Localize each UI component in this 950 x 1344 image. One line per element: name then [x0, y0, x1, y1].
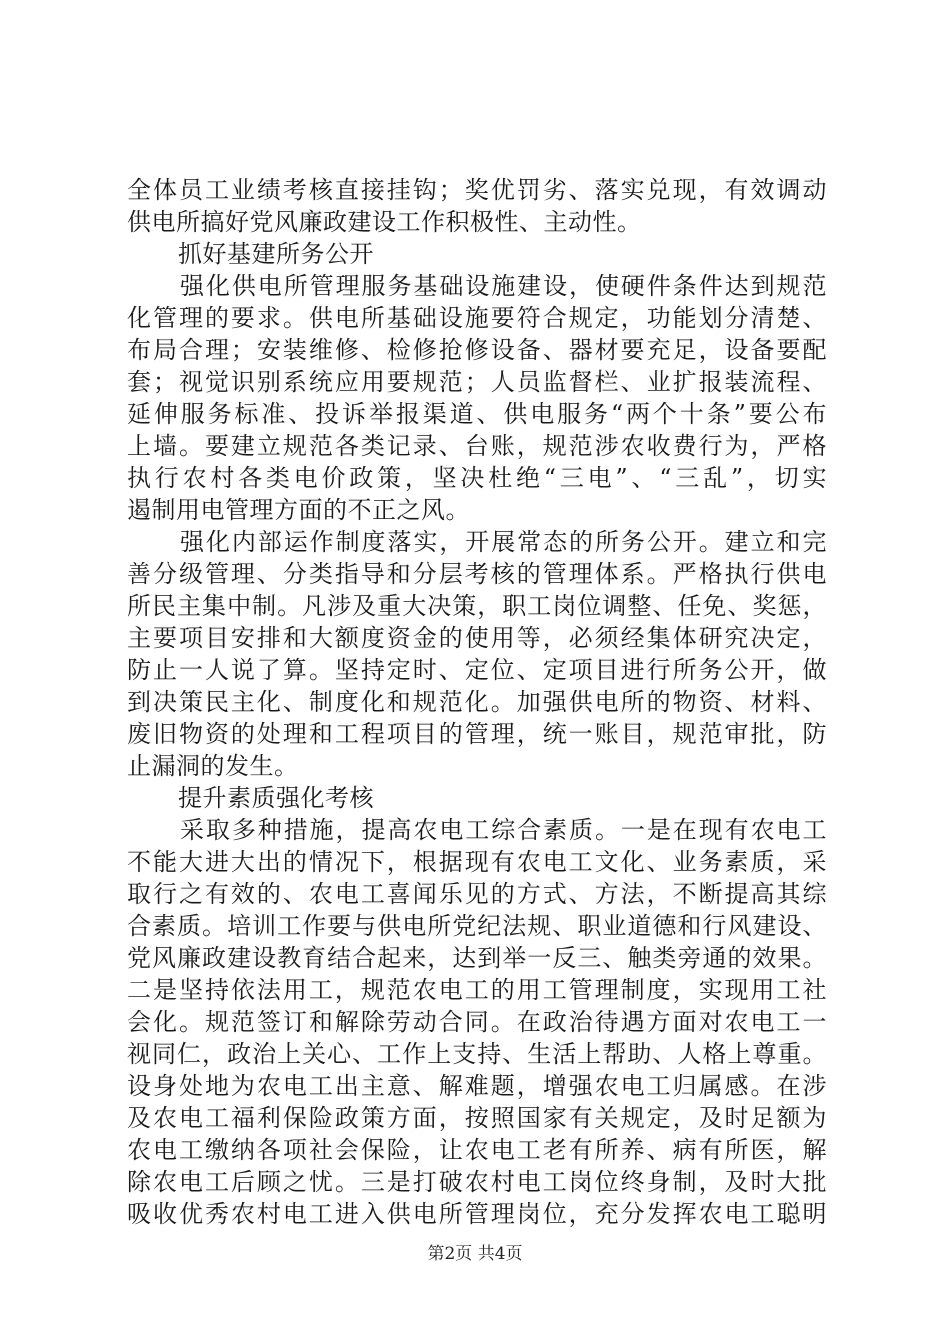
body-text-line: 遏制用电管理方面的不正之风。: [127, 496, 470, 524]
body-text-line: 化管理的要求。供电所基础设施要符合规定，功能划分清楚、: [127, 304, 827, 332]
body-text-line: 强化供电所管理服务基础设施建设，使硬件条件达到规范: [180, 272, 827, 300]
body-text-line: 废旧物资的处理和工程项目的管理，统一账目，规范审批，防: [127, 720, 827, 748]
section-heading: 抓好基建所务公开: [178, 240, 374, 268]
body-text-line: 强化内部运作制度落实，开展常态的所务公开。建立和完: [180, 528, 827, 556]
section-heading: 提升素质强化考核: [178, 784, 374, 812]
body-text-line: 及农电工福利保险政策方面，按照国家有关规定，及时足额为: [127, 1104, 827, 1132]
body-text-line: 防止一人说了算。坚持定时、定位、定项目进行所务公开，做: [127, 656, 827, 684]
body-text-line: 套；视觉识别系统应用要规范；人员监督栏、业扩报装流程、: [127, 368, 827, 396]
body-text-line: 延伸服务标准、投诉举报渠道、供电服务“两个十条”要公布: [127, 400, 827, 428]
body-text-line: 除农电工后顾之忧。三是打破农村电工岗位终身制，及时大批: [127, 1168, 827, 1196]
body-text-line: 主要项目安排和大额度资金的使用等，必须经集体研究决定，: [127, 624, 827, 652]
body-text-line: 视同仁，政治上关心、工作上支持、生活上帮助、人格上尊重。: [127, 1040, 827, 1068]
body-text-line: 合素质。培训工作要与供电所党纪法规、职业道德和行风建设、: [127, 912, 827, 940]
body-text-line: 上墙。要建立规范各类记录、台账，规范涉农收费行为，严格: [127, 432, 827, 460]
body-text-line: 布局合理；安装维修、检修抢修设备、器材要充足，设备要配: [127, 336, 827, 364]
body-text-line: 吸收优秀农村电工进入供电所管理岗位，充分发挥农电工聪明: [127, 1200, 827, 1228]
body-text-line: 二是坚持依法用工，规范农电工的用工管理制度，实现用工社: [127, 976, 827, 1004]
page-number-footer: 第2页 共4页: [427, 1244, 523, 1264]
body-text-line: 供电所搞好党风廉政建设工作积极性、主动性。: [127, 208, 642, 236]
body-text-line: 采取多种措施，提高农电工综合素质。一是在现有农电工: [180, 816, 827, 844]
body-text-line: 会化。规范签订和解除劳动合同。在政治待遇方面对农电工一: [127, 1008, 827, 1036]
body-text-line: 取行之有效的、农电工喜闻乐见的方式、方法，不断提高其综: [127, 880, 827, 908]
body-text-line: 全体员工业绩考核直接挂钩；奖优罚劣、落实兑现，有效调动: [127, 176, 827, 204]
body-text-line: 止漏洞的发生。: [127, 752, 299, 780]
body-text-line: 执行农村各类电价政策，坚决杜绝“三电”、“三乱”，切实: [127, 464, 827, 492]
body-text-line: 善分级管理、分类指导和分层考核的管理体系。严格执行供电: [127, 560, 827, 588]
body-text-line: 不能大进大出的情况下，根据现有农电工文化、业务素质，采: [127, 848, 827, 876]
body-text-line: 农电工缴纳各项社会保险，让农电工老有所养、病有所医，解: [127, 1136, 827, 1164]
body-text-line: 设身处地为农电工出主意、解难题，增强农电工归属感。在涉: [127, 1072, 827, 1100]
body-text-line: 所民主集中制。凡涉及重大决策，职工岗位调整、任免、奖惩，: [127, 592, 827, 620]
body-text-line: 到决策民主化、制度化和规范化。加强供电所的物资、材料、: [127, 688, 827, 716]
body-text-line: 党风廉政建设教育结合起来，达到举一反三、触类旁通的效果。: [127, 944, 827, 972]
